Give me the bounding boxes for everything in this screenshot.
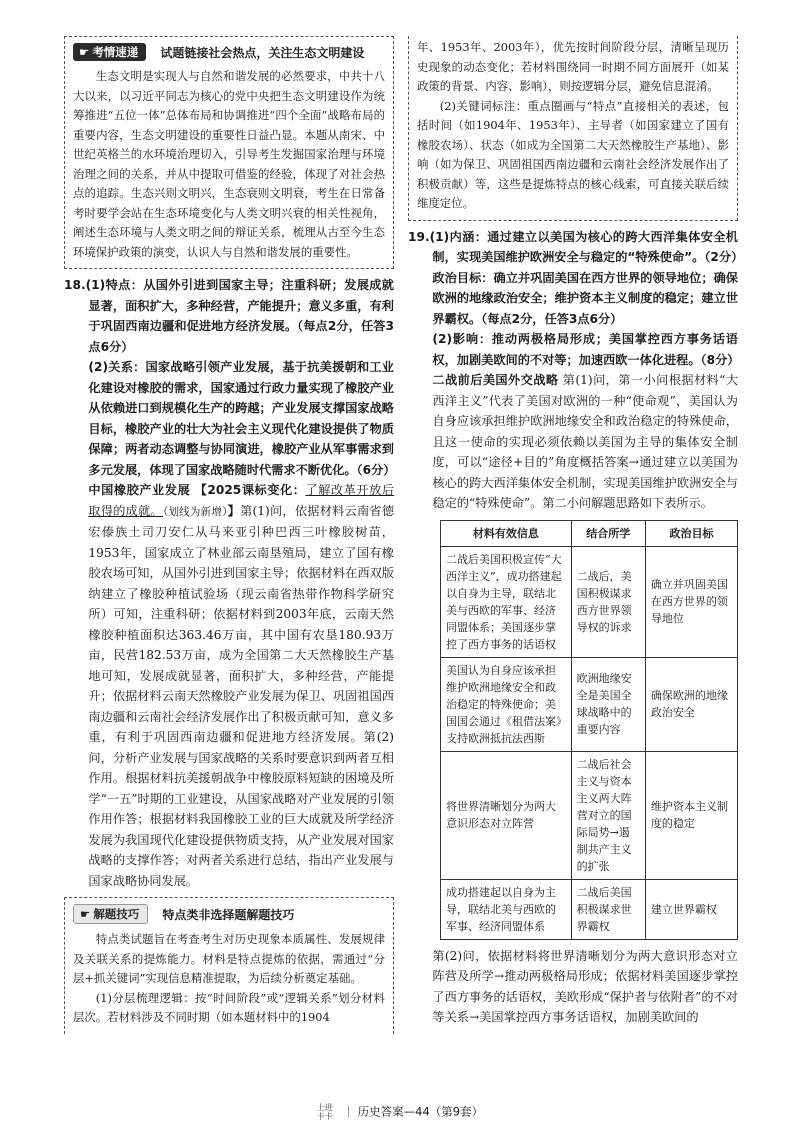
footer-page-label: 历史答案—44（第9套） xyxy=(357,1104,484,1119)
answer-18 xyxy=(64,275,394,891)
right-column xyxy=(408,36,744,1028)
table-cell: 将世界清晰划分为两大意识形态对立阵营 xyxy=(441,751,572,879)
table-row xyxy=(441,751,738,879)
table-cell: 确立并巩固美国在西方世界的领导地位 xyxy=(645,546,737,657)
left-column xyxy=(64,36,394,1034)
answer-18-analysis: 中国橡胶产业发展 【2025课标变化：了解改革开放后取得的成就。（划线为新增）】第(1)问，依据材料云南省德宏傣族土司刀安仁从马来亚引种巴西三叶橡胶树苗，1953年，国家成立了林业部云南垦殖局，建立了国有橡胶农场可知，从国外引进到国家主导；依据材料在西双版纳建立了橡胶种植试验场（现云南省热带作物科学研究所）可知，注重科研；依据材料到2003年底，云南天然橡胶种植面积达363.46万亩，其中国有农垦180.93万亩，民营182.53万亩，成为全国第二大天然橡胶生产基地可知，发展成就显著，面积扩大，多种经营，产能提升；依据材料云南天然橡胶产业发展为保卫、巩固祖国西南边疆和云南社会经济发展作出了积极贡献可知，意义多重，有利于巩固西南边疆和促进地方经济发展。第(2)问，分析产业发展与国家战略的关系时要意识到两者互相作用。根据材料抗美援朝战争中橡胶原料短缺的困境及所学“一五”时期的工业建设，从国家战略对产业发展的引领作用作答；根据材料我国橡胶工业的巨大成就及所学经济发展为我国现代化建设提供物质支持，从产业发展对国家战略的支撑作答；对两者关系进行总结，指出产业发展与国家战略协同发展。 xyxy=(88,483,395,888)
table-cell: 二战后美国积极宣传“大西洋主义”，成功搭建起以自身为主导，联结北美与西欧的军事、经济同盟体系；美国逐步掌控了西方事务的话语权 xyxy=(441,546,572,657)
curriculum-change-text: 了解改革开放后取得的成就。 xyxy=(88,483,395,518)
answer-19-analysis-2: 第(2)问，依据材料将世界清晰划分为两大意识形态对立阵营及所学→推动两极格局形成；依据材料美国逐步掌控了西方事务的话语权，美欧形成“保护者与依附者”的不对等关系→美国掌控西方事务话语权，加剧美欧间的 xyxy=(432,948,738,1024)
table-header: 结合所学 xyxy=(571,520,645,546)
curriculum-change-label: 【2025课标变化： xyxy=(194,483,306,497)
analysis-heading: 二战前后美国外交战略 xyxy=(432,373,559,387)
answer-19-part1a: 19.(1)内涵：通过建立以美国为核心的跨大西洋集体安全机制，实现美国维护欧洲安全与稳定的“特殊使命”。（2分） xyxy=(408,229,744,264)
answer-18-part2: (2)关系：国家战略引领产业发展，基于抗美援朝和工业化建设对橡胶的需求，国家通过行政力量实现了橡胶产业从依赖进口到规模化生产的跨越；产业发展支撑国家战略目标，橡胶产业的壮大为社会主义现代化建设提供了物质保障；两者动态调整与协同演进，橡胶产业从军事需求到多元发展，体现了国家战略随时代需求不断优化。（6分） xyxy=(88,360,396,477)
exam-trend-box xyxy=(64,36,394,269)
analysis-heading: 中国橡胶产业发展 xyxy=(88,483,191,497)
answer-19-part1b: 政治目标：确立并巩固美国在西方世界的领导地位；确保欧洲的地缘政治安全；维护资本主义制度的稳定；建立世界霸权。（每点2分，任答3点6分） xyxy=(432,270,738,326)
footer-divider: ｜ xyxy=(342,1104,355,1119)
curriculum-change-note: （划线为新增） xyxy=(162,505,228,518)
solving-tips-p3: (2)关键词标注：重点圈画与“特点”直接相关的表述，包括时间（如1904年、1953年）、主导者（如国家建立了国有橡胶农场）、状态（如成为全国第二大天然橡胶生产基地）、影响（如为保卫、巩固祖国西南边疆和云南社会经济发展作出了积极贡献）等，这些是提炼特点的核心线索，可直接关联后续维度定位。 xyxy=(417,98,729,210)
analysis-text: 第(1)问，第一小问根据材料“大西洋主义”代表了美国对欧洲的一种“使命观”，美国认为自身应该承担维护欧洲地缘安全和政治稳定的特殊使命，且这一使命的实现必须依赖以美国为主导的集体安全制度，可以“途径+目的”角度概括答案→通过建立以美国为核心的跨大西洋集体安全机制，实现美国维护欧洲安全与稳定的“特殊使命”。第二小问解题思路如下表所示。 xyxy=(432,373,739,510)
solving-tips-p1: 特点类试题旨在考查考生对历史现象本质属性、发展规律及关联关系的提炼能力。材料是特点提炼的依据，需通过“分层+抓关键词”实现信息精准提取，为后续分析奠定基础。 xyxy=(73,932,385,985)
table-cell: 二战后，美国积极谋求西方世界领导权的诉求 xyxy=(571,546,645,657)
table-cell: 确保欧洲的地缘政治安全 xyxy=(645,657,737,751)
solving-tips-box xyxy=(64,897,394,1034)
publisher-logo: 上进 卡卡 xyxy=(316,1103,333,1121)
solving-tips-box-continued xyxy=(408,36,738,221)
solving-tips-p2b: 年、1953年、2003年），优先按时间阶段分层，清晰呈现历史现象的动态变化；若材料围绕同一时期不同方面展开（如某政策的背景、内容、影响），则按逻辑分层，避免信息混淆。 xyxy=(417,40,729,93)
analysis-table xyxy=(440,520,738,940)
exam-trend-body: 生态文明是实现人与自然和谐发展的必然要求，中共十八大以来，以习近平同志为核心的党中央把生态文明建设作为统筹推进“五位一体”总体布局和协调推进“四个全面”战略布局的重要内容，生态文明建设的重要性日益凸显。本题从南宋、中世纪英格兰的水环境治理切入，引导考生发掘国家治理与环境治理之间的关系，并从中提取可借鉴的经验，体现了对社会热点的追踪。生态兴则文明兴，生态衰则文明衰，考生在日常备考时要学会站在生态环境变化与人类文明兴衰的相关性视角，阐述生态环境与人类文明之间的辩证关系，梳理从古至今生态环境保护政策的演变，认识人与自然和谐发展的重要性。 xyxy=(73,69,385,259)
table-header: 材料有效信息 xyxy=(441,520,572,546)
table-row xyxy=(441,879,738,939)
table-cell: 欧洲地缘安全是美国全球战略中的重要内容 xyxy=(571,657,645,751)
analysis-text: 第(1)问，依据材料云南省德宏傣族土司刀安仁从马来亚引种巴西三叶橡胶树苗，1953年，国家成立了林业部云南垦殖局，建立了国有橡胶农场可知，从国外引进到国家主导；依据材料在西双版纳建立了橡胶种植试验场（现云南省热带作物科学研究所）可知，注重科研；依据材料到2003年底，云南天然橡胶种植面积达363.46万亩，其中国有农垦180.93万亩，民营182.53万亩，成为全国第二大天然橡胶生产基地可知，发展成就显著，面积扩大，多种经营，产能提升；依据材料云南天然橡胶产业发展为保卫、巩固祖国西南边疆和云南社会经济发展作出了积极贡献可知，意义多重，有利于巩固西南边疆和促进地方经济发展。第(2)问，分析产业发展与国家战略的关系时要意识到两者互相作用。根据材料抗美援朝战争中橡胶原料短缺的困境及所学“一五”时期的工业建设，从国家战略对产业发展的引领作用作答；根据材料我国橡胶工业的巨大成就及所学经济发展为我国现代化建设提供物质支持，从产业发展对国家战略的支撑作答；对两者关系进行总结，指出产业发展与国家战略协同发展。 xyxy=(88,503,395,888)
exam-trend-tag: ☛ 考情速递 xyxy=(73,43,146,61)
hand-icon: ☛ xyxy=(80,907,91,921)
answer-19-part2: (2)影响：推动两极格局形成；美国掌控西方事务话语权，加剧美欧间的不对等；加速西欧一体化进程。（8分） xyxy=(432,332,740,367)
answer-19 xyxy=(408,227,744,1028)
table-wrapper xyxy=(408,520,738,940)
solving-tips-p2a: (1)分层梳理逻辑：按“时间阶段”或“逻辑关系”划分材料层次。若材料涉及不同时期（如本题材料中的1904 xyxy=(73,990,385,1024)
table-cell: 建立世界霸权 xyxy=(645,879,737,939)
table-cell: 成功搭建起以自身为主导，联结北美与西欧的军事、经济同盟体系 xyxy=(441,879,572,939)
solving-tips-title: 特点类非选择题解题技巧 xyxy=(162,907,295,922)
exam-trend-title: 试题链接社会热点，关注生态文明建设 xyxy=(160,45,365,60)
question-number: 19. xyxy=(408,229,430,244)
question-number: 18. xyxy=(64,278,86,292)
page-footer xyxy=(0,1103,800,1121)
table-cell: 二战后社会主义与资本主义两大阵营对立的国际局势→遏制共产主义的扩张 xyxy=(571,751,645,879)
hand-icon: ☛ xyxy=(79,45,90,59)
table-header: 政治目标 xyxy=(645,520,737,546)
table-cell: 维护资本主义制度的稳定 xyxy=(645,751,737,879)
answer-18-part1: 18.(1)特点：从国外引进到国家主导；注重科研；发展成就显著，面积扩大，多种经营，产能提升；意义多重，有利于巩固西南边疆和促进地方经济发展。（每点2分，任答3点6分） xyxy=(64,278,394,354)
table-cell: 美国认为自身应该承担维护欧洲地缘安全和政治稳定的特殊使命；美国国会通过《租借法案》支持欧洲抵抗法西斯 xyxy=(441,657,572,751)
table-header-row xyxy=(441,520,738,546)
table-row xyxy=(441,546,738,657)
table-row xyxy=(441,657,738,751)
solving-tips-tag: ☛ 解题技巧 xyxy=(73,904,148,924)
table-cell: 二战后美国积极谋求世界霸权 xyxy=(571,879,645,939)
answer-19-analysis xyxy=(408,370,738,514)
